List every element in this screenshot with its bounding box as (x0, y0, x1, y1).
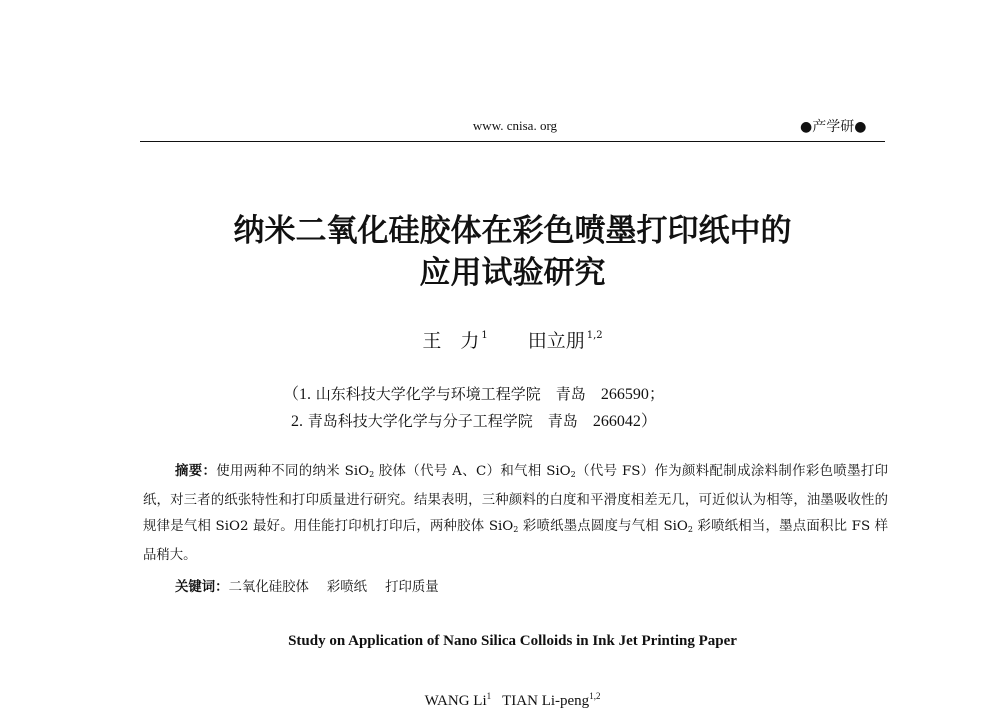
site-url: www. cnisa. org (472, 118, 558, 133)
keywords (175, 576, 439, 595)
affiliation-line: （1. 山东科技大学化学与环境工程学院 青岛 266590； (283, 385, 665, 403)
affiliations (283, 381, 665, 435)
author-affil-mark: 1,2 (586, 330, 603, 341)
abstract-label: 摘要： (175, 463, 217, 479)
keyword: 二氧化硅胶体 (228, 580, 309, 595)
english-title: Study on Application of Nano Silica Colloids in Ink Jet Printing Paper (288, 633, 737, 649)
paper-title (140, 210, 885, 294)
header-rule (140, 141, 885, 142)
abstract: 摘要：使用两种不同的纳米 SiO$_2$ 胶体（代号 A、C）和气相 SiO$_2$（代号 FS）作为颜料配制成涂料制作彩色喷墨打印纸，对三者的纸张特性和打印质量进行研究。结果表明，三种颜料的白度和平滑度相差无几，可近似认为相等，油墨吸收性的规律是气相 SiO2 最好。用佳能打印机打印后，两种胶体 SiO$_2$ 彩喷纸墨点圆度与气相 SiO$_2$ 彩喷纸相当，墨点面积比 FS 样品稍大。 (143, 463, 889, 563)
author-list (140, 326, 885, 353)
author-name: 田立朋 (527, 330, 585, 352)
english-authors: WANG Li$^1$ TIAN Li-peng$^{1,2}$ (424, 691, 601, 709)
affiliation-line: 2. 青岛科技大学化学与分子工程学院 青岛 266042） (291, 412, 657, 430)
author (422, 330, 487, 352)
keyword: 打印质量 (385, 580, 439, 595)
author-name: 王 力 (422, 330, 480, 352)
author-affil-mark: 1 (481, 330, 488, 341)
title-line-1: 纳米二氧化硅胶体在彩色喷墨打印纸中的 (233, 213, 792, 249)
keywords-label: 关键词： (175, 579, 229, 595)
keyword: 彩喷纸 (326, 580, 368, 595)
title-line-2: 应用试验研究 (419, 255, 606, 291)
author (528, 330, 603, 352)
section-label: ●产学研● (800, 119, 867, 135)
